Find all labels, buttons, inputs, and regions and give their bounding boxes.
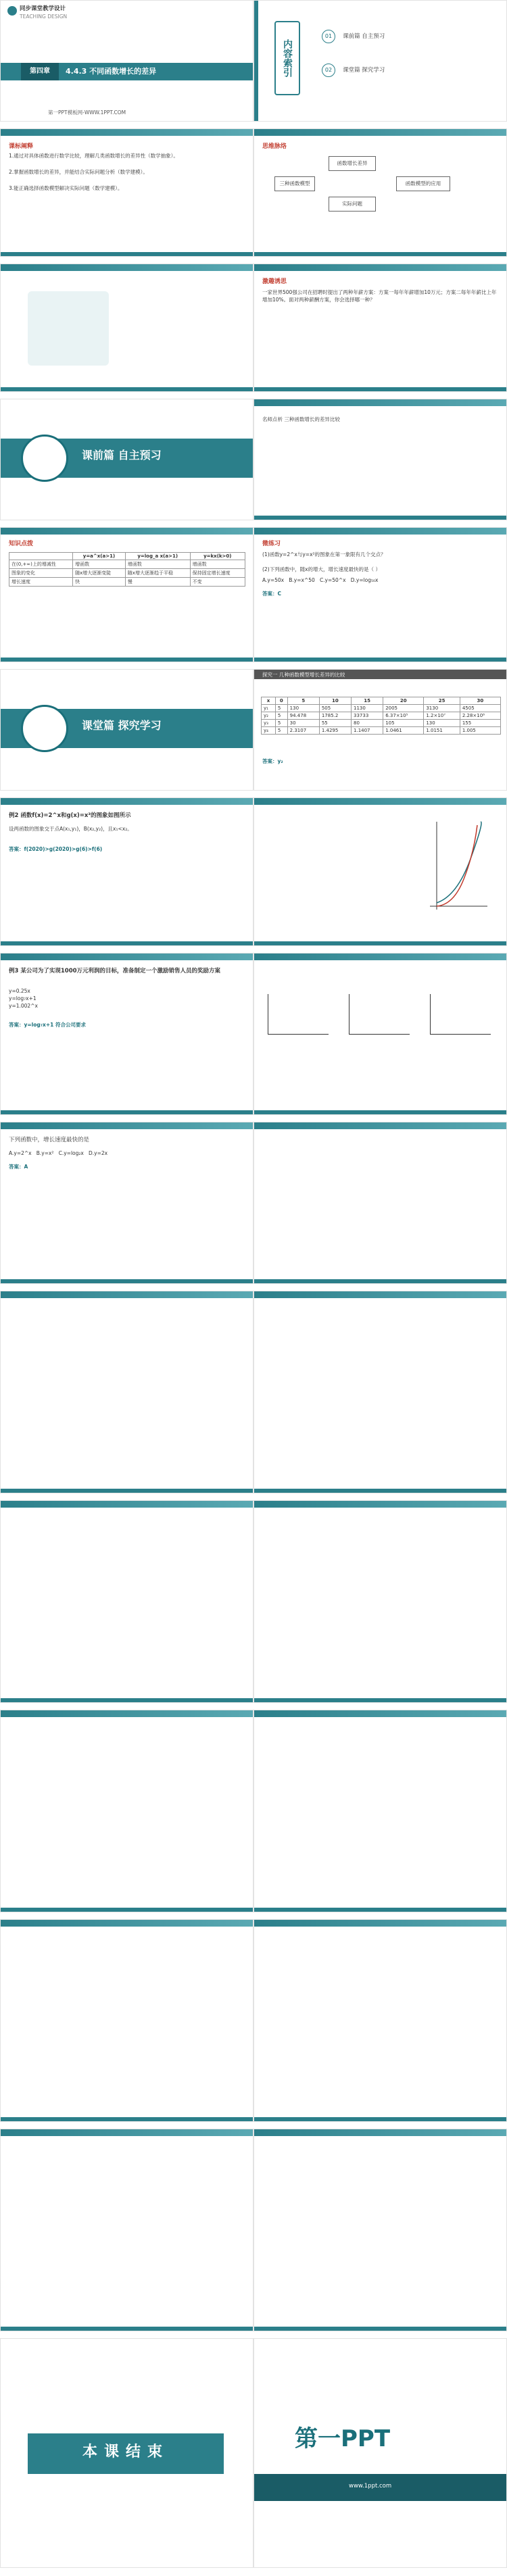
option: D.y=2x	[89, 1150, 108, 1156]
slide-practice1	[254, 527, 507, 662]
slide-content	[0, 1500, 254, 1703]
slide-content	[254, 2129, 507, 2331]
bottom-bar	[1, 1279, 253, 1283]
bottom-bar	[1, 2117, 253, 2121]
logo-subtitle: TEACHING DESIGN	[20, 14, 68, 20]
slide-knowledge-a	[254, 399, 507, 520]
toc-number: 02	[322, 64, 335, 77]
mini-graph	[268, 994, 329, 1035]
brand-logo: 第一PPT	[295, 2425, 391, 2452]
end-title: 本课结束	[82, 2444, 169, 2460]
table-cell: 155	[460, 720, 500, 727]
slide-cover	[0, 0, 254, 122]
bottom-bar	[254, 516, 506, 520]
example-title: 例3 某公司为了实现1000万元利润的目标，准备制定一个激励销售人员的奖励方案	[9, 968, 221, 974]
answer: 答案：y₂	[262, 758, 283, 764]
example-question: 设两函数的图象交于点A(x₁,y₁)，B(x₂,y₂)，且x₁<x₂。	[9, 826, 132, 832]
part-title: 课堂篇 探究学习	[82, 719, 162, 732]
answer: 答案：y=log₇x+1 符合公司要求	[9, 1022, 87, 1028]
table-cell: 4505	[460, 705, 500, 712]
top-bar	[1, 528, 253, 535]
bottom-bar	[1, 1698, 253, 1702]
toc-item[interactable]	[322, 28, 385, 43]
slide-content	[0, 1291, 254, 1493]
slide-content	[254, 1919, 507, 2122]
example-title: 例2 函数f(x)=2^x和g(x)=x³的图象如图所示	[9, 812, 131, 819]
top-bar	[1, 129, 253, 136]
part-circle	[21, 705, 68, 752]
toc-label: 内容索引	[274, 21, 300, 95]
cover-footer: 第一PPT模板网-WWW.1PPT.COM	[48, 109, 126, 116]
bottom-bar	[254, 2117, 506, 2121]
title-band	[1, 63, 253, 80]
table-header: y=a^x(a>1)	[73, 553, 126, 560]
knowledge-note: 名师点析 三种函数增长的差异比较	[262, 416, 340, 422]
table-cell: 105	[383, 720, 424, 727]
table-cell: 505	[319, 705, 351, 712]
function-graph	[423, 818, 491, 913]
top-bar	[254, 1291, 506, 1298]
table-cell: 130	[424, 720, 460, 727]
slide-practice2	[0, 1122, 254, 1284]
table-cell: 5	[275, 720, 287, 727]
top-bar	[1, 1291, 253, 1298]
table-cell: 快	[73, 578, 126, 587]
slide-end	[0, 2338, 254, 2568]
slide-content	[254, 1500, 507, 1703]
section-title: 探究一 几种函数模型增长差异的比较	[262, 672, 345, 678]
slide-practice2-right	[254, 1122, 507, 1284]
slide-content	[254, 1710, 507, 1912]
toc-accent	[254, 1, 258, 122]
table-cell: 增长速度	[9, 578, 73, 587]
table-cell: 增函数	[73, 560, 126, 569]
bottom-bar	[254, 1279, 506, 1283]
part-title: 课前篇 自主预习	[82, 449, 162, 462]
table-cell: y₂	[262, 712, 276, 720]
table-cell: 94.478	[287, 712, 319, 720]
question: 下列函数中，增长速度最快的是	[9, 1137, 90, 1143]
bottom-bar	[254, 1110, 506, 1114]
table-header: 15	[352, 697, 383, 705]
top-bar	[254, 1920, 506, 1927]
slide-part2	[0, 669, 254, 791]
table-cell: 不变	[190, 578, 245, 587]
bottom-bar	[254, 941, 506, 945]
option: C.y=log₂x	[58, 1150, 84, 1156]
mini-graph	[349, 994, 410, 1035]
table-header: 5	[287, 697, 319, 705]
slide-content	[254, 1291, 507, 1493]
answer: 答案：A	[9, 1164, 28, 1170]
table-header: 20	[383, 697, 424, 705]
table-header: y=log_a x(a>1)	[125, 553, 190, 560]
slide-content	[0, 2129, 254, 2331]
answer: 答案：C	[262, 591, 282, 597]
map-node: 三种函数模型	[274, 176, 315, 191]
table-cell: 1.0151	[424, 727, 460, 735]
table-cell: 2.28×10⁸	[460, 712, 500, 720]
toc-number: 01	[322, 30, 335, 43]
logo-icon	[7, 6, 17, 16]
top-bar	[1, 2129, 253, 2136]
table-cell: 30	[287, 720, 319, 727]
table-cell: 随x增大逐渐变陡	[73, 569, 126, 578]
slide-goals	[0, 128, 254, 257]
table-header: y=kx(k>0)	[190, 553, 245, 560]
table-cell: 55	[319, 720, 351, 727]
model-item: y=log₇x+1	[9, 995, 37, 1001]
section-heading: 微练习	[262, 541, 281, 547]
table-header: 30	[460, 697, 500, 705]
table-cell: 80	[352, 720, 383, 727]
section-heading: 课标阐释	[9, 143, 34, 150]
goal-item: 3.能正确选择函数模型解决实际问题（数学建模）。	[9, 185, 123, 191]
table-header: 25	[424, 697, 460, 705]
values-table	[261, 697, 501, 735]
goal-item: 1.通过对具体函数进行数学比较，理解几类函数增长的差异性（数学抽象）。	[9, 153, 178, 159]
bottom-bar	[1, 941, 253, 945]
table-row	[262, 705, 501, 712]
top-bar	[1, 953, 253, 960]
model-item: y=1.002^x	[9, 1003, 38, 1009]
top-bar	[254, 129, 506, 136]
slide-brand	[254, 2338, 507, 2568]
slide-example2	[0, 797, 254, 946]
bottom-bar	[1, 658, 253, 662]
table-cell: y₃	[262, 720, 276, 727]
top-bar	[1, 264, 253, 271]
option-list	[9, 1149, 245, 1157]
top-bar	[1, 798, 253, 805]
section-heading: 激趣诱思	[262, 278, 287, 285]
table-cell: 2.3107	[287, 727, 319, 735]
top-bar	[1, 1920, 253, 1927]
bottom-bar	[254, 1489, 506, 1493]
top-bar	[254, 1501, 506, 1508]
comparison-table	[9, 552, 245, 587]
logo-title: 同步课堂教学设计	[20, 5, 66, 12]
table-cell: 增函数	[125, 560, 190, 569]
chapter-label: 第四章	[21, 63, 59, 80]
option: B.y=x²	[36, 1150, 54, 1156]
illustration	[28, 291, 109, 366]
slide-content	[0, 1710, 254, 1912]
section-heading: 思维脉络	[262, 143, 287, 150]
top-bar	[254, 798, 506, 805]
table-header: 10	[319, 697, 351, 705]
brand-url[interactable]: www.1ppt.com	[349, 2483, 392, 2490]
table-cell: 1.2×10⁷	[424, 712, 460, 720]
table-row	[9, 560, 245, 569]
table-cell: 增函数	[190, 560, 245, 569]
table-cell: 2005	[383, 705, 424, 712]
goal-item: 2.掌握函数增长的差异，并能结合实际问题分析（数学建模）。	[9, 169, 148, 175]
slide-knowledge	[0, 527, 254, 662]
toc-text: 课堂篇 探究学习	[343, 67, 385, 74]
part-circle	[21, 435, 68, 482]
slide-toc	[254, 0, 507, 122]
option-list	[262, 576, 498, 584]
toc-text: 课前篇 自主预习	[343, 33, 385, 40]
top-bar	[254, 953, 506, 960]
bottom-bar	[1, 1489, 253, 1493]
bottom-bar	[254, 1908, 506, 1912]
table-cell: 1.1407	[352, 727, 383, 735]
table-cell: 1.005	[460, 727, 500, 735]
top-bar	[1, 1501, 253, 1508]
question: (1)函数y=2^x与y=x²的图象在第一象限有几个交点？	[262, 551, 386, 558]
table-cell: 保持固定增长速度	[190, 569, 245, 578]
top-bar	[254, 528, 506, 535]
slide-explore1	[254, 669, 507, 791]
table-row	[262, 727, 501, 735]
bottom-bar	[1, 252, 253, 256]
bottom-bar	[1, 1110, 253, 1114]
table-cell: 3130	[424, 705, 460, 712]
table-header: 0	[275, 697, 287, 705]
slide-example3-graphs	[254, 953, 507, 1115]
page-title: 4.4.3 不同函数增长的差异	[66, 67, 157, 76]
map-node: 函数模型的应用	[396, 176, 450, 191]
table-row	[9, 569, 245, 578]
table-cell: 1785.2	[319, 712, 351, 720]
map-node: 函数增长差异	[329, 156, 376, 171]
bottom-bar	[254, 1698, 506, 1702]
table-header	[9, 553, 73, 560]
slide-example2-graph	[254, 797, 507, 946]
toc-item[interactable]	[322, 61, 385, 77]
table-cell: 1.0461	[383, 727, 424, 735]
slide-part1	[0, 399, 254, 520]
option: D.y=log₅₀x	[350, 577, 379, 583]
table-cell: 图象的变化	[9, 569, 73, 578]
table-cell: y₁	[262, 705, 276, 712]
table-cell: 33733	[352, 712, 383, 720]
top-bar	[254, 264, 506, 271]
bottom-bar	[254, 2327, 506, 2331]
table-cell: 130	[287, 705, 319, 712]
table-header: x	[262, 697, 276, 705]
slide-example3	[0, 953, 254, 1115]
slide-intro	[254, 264, 507, 392]
bottom-bar	[254, 658, 506, 662]
table-cell: 1130	[352, 705, 383, 712]
curve-cubic	[437, 825, 477, 906]
bottom-bar	[1, 2327, 253, 2331]
option: C.y=50^x	[319, 577, 346, 583]
model-list	[9, 987, 245, 1010]
slide-mindmap	[254, 128, 507, 257]
top-bar	[254, 399, 506, 406]
top-bar	[1, 1710, 253, 1717]
table-cell: 6.37×10⁵	[383, 712, 424, 720]
model-item: y=0.25x	[9, 988, 30, 994]
slide-content	[0, 1919, 254, 2122]
top-bar	[254, 1122, 506, 1129]
intro-text: 一家世界500强公司在招聘时提出了两种年薪方案：方案一每年年薪增加10万元；方案二每年年薪比上年增加10%。面对两种薪酬方案，你会选择哪一种？	[262, 289, 497, 303]
table-cell: 随x增大逐渐趋于平稳	[125, 569, 190, 578]
option: A.y=50x	[262, 577, 285, 583]
bottom-bar	[1, 1908, 253, 1912]
table-cell: 5	[275, 712, 287, 720]
top-bar	[254, 2129, 506, 2136]
top-bar	[1, 1122, 253, 1129]
table-row	[262, 712, 501, 720]
option: A.y=2^x	[9, 1150, 32, 1156]
table-cell: y₄	[262, 727, 276, 735]
table-cell: 慢	[125, 578, 190, 587]
table-cell: 1.4295	[319, 727, 351, 735]
table-cell: 5	[275, 727, 287, 735]
option: B.y=x^50	[289, 577, 315, 583]
table-cell: 5	[275, 705, 287, 712]
table-cell: 在(0,+∞)上的增减性	[9, 560, 73, 569]
bottom-bar	[254, 252, 506, 256]
bottom-bar	[254, 387, 506, 391]
section-heading: 知识点拨	[9, 541, 34, 547]
mini-graph	[430, 994, 491, 1035]
table-row	[262, 720, 501, 727]
map-node: 实际问题	[329, 197, 376, 212]
table-row	[9, 578, 245, 587]
curve-exp	[437, 822, 481, 903]
question: (2)下列函数中，随x的增大，增长速度最快的是（ ）	[262, 566, 381, 572]
slide-intro-left	[0, 264, 254, 392]
bottom-bar	[1, 387, 253, 391]
answer: 答案：f(2020)>g(2020)>g(6)>f(6)	[9, 846, 103, 852]
top-bar	[254, 1710, 506, 1717]
